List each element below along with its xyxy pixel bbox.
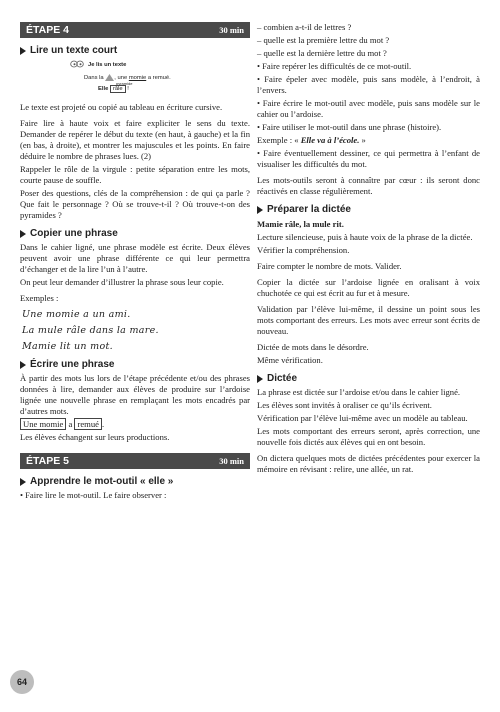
paragraph: Même vérification. [257, 355, 323, 365]
section-heading: Apprendre le mot-outil « elle » [20, 476, 250, 487]
cursive-example: Mamie lit un mot. [22, 341, 113, 352]
paragraph: Les mots comportant des erreurs seront, après correction, une nouvelle fois dictés aux élèves qui en ont besoin. [257, 426, 480, 447]
list-item: – quelle est la dernière lettre du mot ? [257, 48, 387, 58]
paragraph: Copier la dictée sur l’ardoise lignée en oralisant à voix chuchotée ce qui est écrit au fur et à mesure. [257, 277, 480, 298]
paragraph: • Faire lire le mot-outil. Le faire observer : [20, 490, 167, 500]
triangle-bullet-icon [20, 478, 26, 486]
etape-5-title: ÉTAPE 5 [26, 454, 69, 467]
paragraph: Dictée de mots dans le désordre. [257, 342, 369, 352]
thumb-line-1: Je lis un texte [88, 62, 127, 68]
left-column [20, 22, 250, 503]
paragraph: À partir des mots lus lors de l’étape précédente et/ou des phrases données à lire, demander aux élèves de produire sur l’ardoise lignée une nouvelle phrase en remplaçant les mots encadrés par d’autres mots. [20, 373, 250, 416]
paragraph: La phrase est dictée sur l’ardoise et/ou dans le cahier ligné. [257, 387, 461, 397]
section-heading: Préparer la dictée [257, 204, 480, 215]
cursive-example: La mule râle dans la mare. [22, 325, 159, 336]
paragraph: On dictera quelques mots de dictées précédentes pour exercer la mémoire en révisant : relire, une allée, un rat. [257, 453, 480, 474]
thumb-caption: pyramide [116, 81, 133, 86]
cursive-example: Une momie a un ami. [22, 309, 131, 320]
paragraph: Dans le cahier ligné, une phrase modèle est écrite. Deux élèves peuvent avoir une phrase différente ce qui leur permettra d’échanger et de la lire l’un à l’autre. [20, 242, 250, 274]
thumb-line-2: Dans la , une momie a remué. [84, 75, 171, 82]
triangle-bullet-icon [20, 361, 26, 369]
list-item: • Faire utiliser le mot-outil dans une phrase (histoire). [257, 122, 442, 132]
list-item: • Faire repérer les difficultés de ce mot-outil. [257, 61, 412, 71]
pyramid-icon [105, 74, 114, 81]
list-item: • Faire épeler avec modèle, puis sans modèle, à l’endroit, à l’envers. [257, 74, 480, 95]
list-item: • Faire écrire le mot-outil avec modèle, puis sans modèle sur le cahier ou l’ardoise. [257, 98, 480, 119]
paragraph: Le texte est projeté ou copié au tableau en écriture cursive. [20, 102, 223, 112]
eyes-icon [70, 60, 84, 68]
section-heading: Écrire une phrase [20, 359, 250, 370]
etape-4-title: ÉTAPE 4 [26, 23, 69, 36]
example-line: Exemple : « Elle va à l’école. » [257, 135, 366, 145]
text-thumbnail [70, 60, 250, 96]
paragraph: Vérifier la compréhension. [257, 245, 350, 255]
dictation-sentence: Mamie râle, la mule rit. [257, 219, 344, 229]
section-heading: Dictée [257, 373, 480, 384]
page-number: 64 [10, 670, 34, 694]
section-heading: Lire un texte court [20, 45, 250, 56]
etape-5-duration: 30 min [219, 455, 244, 466]
list-item: – combien a-t-il de lettres ? [257, 22, 352, 32]
triangle-bullet-icon [257, 375, 263, 383]
list-item: – quelle est la première lettre du mot ? [257, 35, 390, 45]
etape-5-banner [20, 453, 250, 469]
paragraph: Lecture silencieuse, puis à haute voix de la phrase de la dictée. [257, 232, 473, 242]
boxed-sentence: Une momie a remué . [20, 419, 250, 430]
triangle-bullet-icon [20, 230, 26, 238]
section-heading: Copier une phrase [20, 228, 250, 239]
triangle-bullet-icon [257, 206, 263, 214]
right-column [257, 22, 480, 477]
etape-4-duration: 30 min [219, 24, 244, 35]
paragraph: Les élèves sont invités à oraliser ce qu’ils écrivent. [257, 400, 432, 410]
paragraph: On peut leur demander d’illustrer la phrase sous leur copie. [20, 277, 224, 287]
paragraph: Les élèves échangent sur leurs productions. [20, 432, 170, 442]
list-item: • Faire éventuellement dessiner, ce qui permettra à l’enfant de visualiser les difficultés du mot. [257, 148, 480, 169]
paragraph: Les mots-outils seront à connaître par cœur : ils seront donc réactivés en classe régulièrement. [257, 175, 480, 196]
paragraph: Poser des questions, clés de la compréhension : de qui ça parle ? Que fait le personnage ? Où se trouve-t-il ? Où trouve-t-on des pyramides ? [20, 188, 250, 220]
paragraph: Validation par l’élève lui-même, il dessine un point sous les mots comportant des erreurs. Les mots avec erreur sont écrits de nouveau. [257, 304, 480, 336]
thumb-line-3: Elle râle ! [98, 86, 129, 92]
paragraph: Rappeler le rôle de la virgule : petite séparation entre les mots, courte pause de souffle. [20, 164, 250, 185]
etape-4-banner [20, 22, 250, 38]
paragraph: Exemples : [20, 293, 59, 303]
paragraph: Faire lire à haute voix et faire expliciter le sens du texte. Demander de repérer le début du texte (en haut, à gauche) et la fin (en bas, à droite), et montrer les majuscules et les points. En faire déduire le nombre de phrases lues. (2) [20, 118, 250, 161]
paragraph: Vérification par l’élève lui-même avec un modèle au tableau. [257, 413, 468, 423]
paragraph: Faire compter le nombre de mots. Valider. [257, 261, 402, 271]
triangle-bullet-icon [20, 47, 26, 55]
